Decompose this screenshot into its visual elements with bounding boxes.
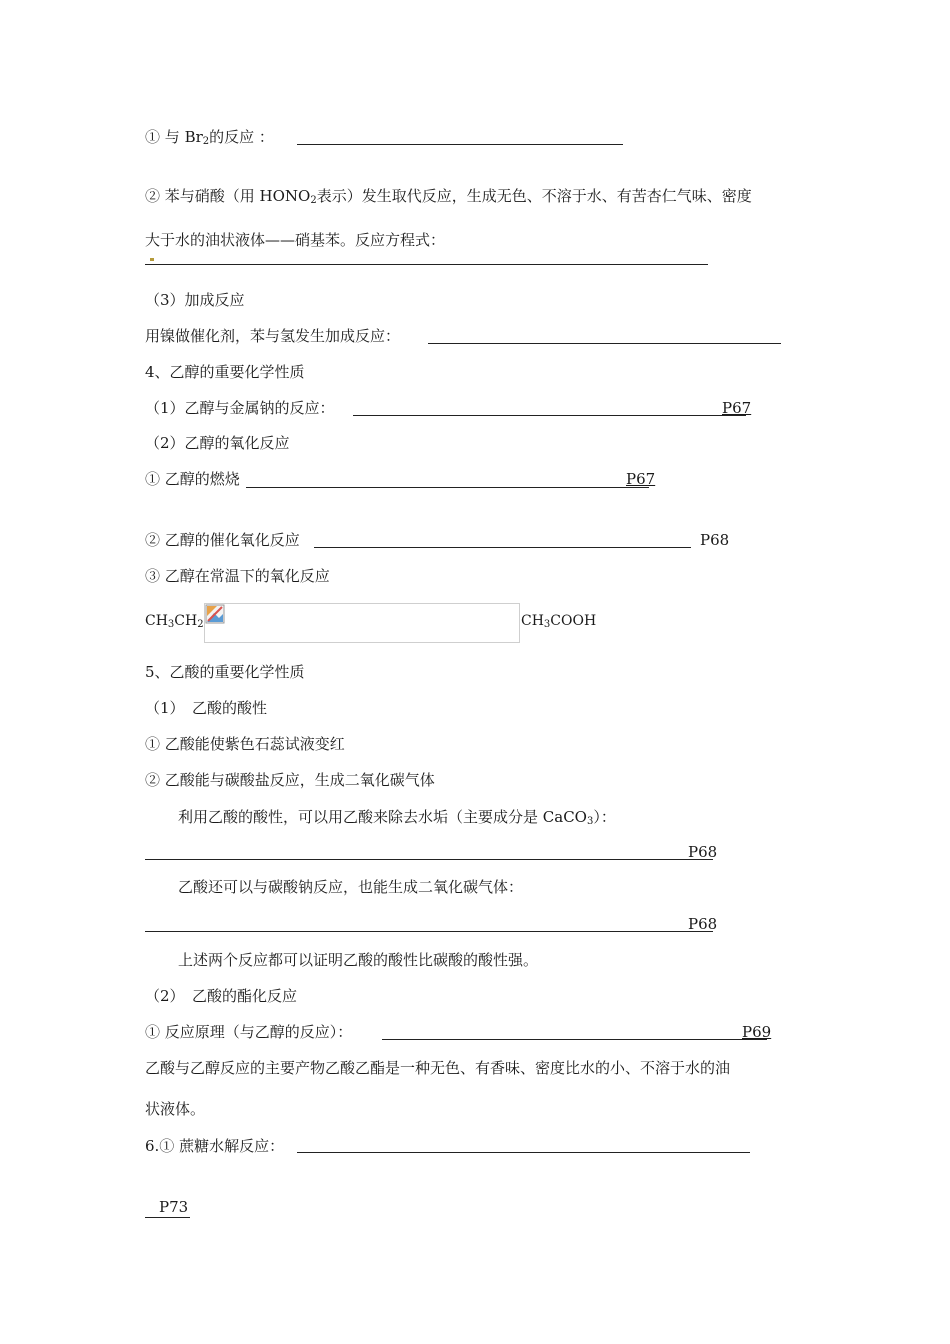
acidity-heading: （1） 乙酸的酸性: [145, 699, 268, 717]
combustion-answer-blank[interactable]: [246, 487, 649, 488]
page-ref: P68: [700, 531, 730, 549]
reactant-formula: $CH_3CH_2$: [145, 613, 204, 630]
addition-text: 用镍做催化剂，苯与氢发生加成反应：: [145, 327, 401, 345]
product-formula: $CH_3COOH$: [521, 613, 597, 630]
br2-circle-num: ①: [145, 128, 161, 146]
sodium-answer-blank[interactable]: [353, 415, 746, 416]
addition-heading: （3）加成反应: [145, 291, 245, 309]
combustion-label: ① 乙醇的燃烧: [145, 470, 240, 488]
ethanol-heading: 4、乙醇的重要化学性质: [145, 363, 305, 381]
scale-answer-blank[interactable]: [145, 859, 713, 860]
soda-line: 乙酸还可以与碳酸钠反应，也能生成二氧化碳气体：: [178, 878, 524, 896]
catalytic-answer-blank[interactable]: [314, 547, 691, 548]
ester-heading: （2） 乙酸的酯化反应: [145, 987, 298, 1005]
acetic-heading: 5、乙酸的重要化学性质: [145, 663, 305, 681]
ethyl-acetate-line-2: 状液体。: [145, 1100, 206, 1118]
broken-image-icon: [205, 604, 225, 624]
sucrose-label: 6.① 蔗糖水解反应：: [145, 1137, 285, 1155]
room-temp-label: ③ 乙醇在常温下的氧化反应: [145, 567, 330, 585]
reaction-image-placeholder: [204, 603, 520, 643]
principle-label: ① 反应原理（与乙醇的反应）：: [145, 1023, 353, 1041]
br2-label: 与 $Br_2$的反应 ：: [164, 128, 274, 147]
addition-answer-blank[interactable]: [428, 343, 781, 344]
ethyl-acetate-line-1: 乙酸与乙醇反应的主要产物乙酸乙酯是一种无色、有香味、密度比水的小、不溶于水的油: [145, 1059, 731, 1077]
scale-removal-line: 利用乙酸的酸性，可以用乙酸来除去水垢（主要成分是 CaCO$_3$）：: [178, 808, 616, 827]
page-ref: P69: [742, 1023, 772, 1041]
conclusion-line: 上述两个反应都可以证明乙酸的酸性比碳酸的酸性强。: [178, 951, 539, 969]
litmus-line: ① 乙酸能使紫色石蕊试液变红: [145, 735, 345, 753]
principle-answer-blank[interactable]: [382, 1039, 767, 1040]
nitration-answer-blank[interactable]: [145, 264, 708, 265]
page-ref: P68: [688, 915, 718, 933]
page-ref: P73: [145, 1197, 190, 1218]
br2-answer-blank[interactable]: [297, 144, 623, 145]
sucrose-answer-blank[interactable]: [297, 1152, 750, 1153]
page-ref: P67: [722, 399, 752, 417]
nitration-line-1: ② 苯与硝酸（用 $HONO_2$表示）发生取代反应，生成无色、不溶于水、有苦杏仁气味、密度: [145, 187, 752, 206]
soda-answer-blank[interactable]: [145, 931, 713, 932]
nitration-line-2: 大于水的油状液体——硝基苯。反应方程式：: [145, 231, 446, 249]
catalytic-label: ② 乙醇的催化氧化反应: [145, 531, 300, 549]
page-ref: P68: [688, 843, 718, 861]
sodium-reaction-label: （1）乙醇与金属钠的反应：: [145, 399, 335, 417]
page-ref: P67: [626, 470, 656, 488]
small-mark-icon: [150, 258, 154, 261]
br2-reaction-line: [145, 127, 274, 152]
carbonate-line: ② 乙酸能与碳酸盐反应，生成二氧化碳气体: [145, 771, 435, 789]
oxidation-heading: （2）乙醇的氧化反应: [145, 434, 290, 452]
